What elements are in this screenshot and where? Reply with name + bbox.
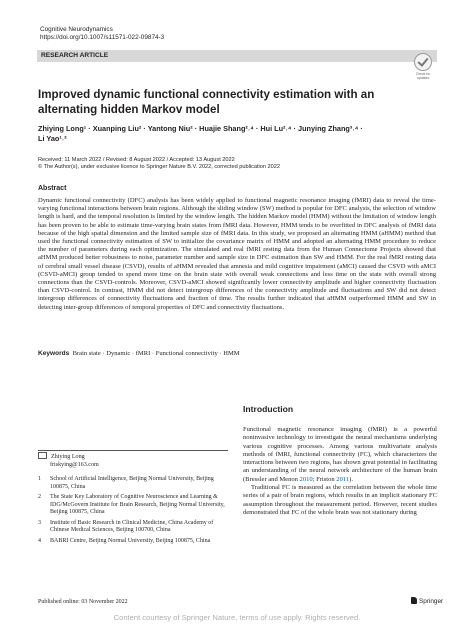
affiliation-number: 2 [38, 494, 41, 500]
article-type-banner [37, 50, 437, 62]
intro-p1-end: ). [349, 475, 353, 483]
keywords-label: Keywords [38, 350, 70, 357]
keywords: Keywords Brain state · Dynamic · fMRI · Functional connectivity · HMM [38, 350, 240, 357]
authors-line-2: Li Yao¹˒² [38, 134, 67, 143]
copyright-line: © The Author(s), under exclusive licence to Springer Nature B.V. 2022, corrected publication 2022 [38, 164, 280, 171]
citation-link[interactable]: 2010 [299, 475, 313, 483]
affiliation-text: Institute of Basic Research in Clinical Medicine, China Academy of Chinese Medical Sciences, Beijing 100700, China [50, 519, 214, 533]
introduction-heading: Introduction [243, 404, 294, 414]
abstract-heading: Abstract [38, 185, 67, 192]
intro-p1-mid: ; Friston [312, 475, 337, 483]
journal-header [40, 26, 164, 42]
journal-name: Cognitive Neurodynamics [40, 26, 113, 33]
introduction-paragraph-1 [243, 426, 437, 484]
introduction-body [243, 426, 437, 517]
affiliation-item [38, 538, 228, 546]
affiliation-number: 3 [38, 519, 41, 526]
citation-link[interactable]: 2011 [336, 475, 350, 483]
affiliation-number: 1 [38, 476, 41, 482]
affiliation-text: The State Key Laboratory of Cognitive Neuroscience and Learning & IDG/McGovern Institute for Brain Research, Beijing Normal University, Beijing 100875, China [50, 494, 225, 515]
check-for-updates-badge[interactable] [411, 53, 435, 80]
correspondence [38, 453, 99, 469]
keyword-item: Brain state [72, 350, 101, 357]
affiliation-item [38, 494, 228, 517]
intro-p1-text: Functional magnetic resonance imaging (fMRI) is a powerful noninvasive technology to investigate the neural mechanisms underlying various cognitive processes. Among various multivariate analysis methods of fMRI, functional connectivity (FC), which characterizes the interactions between two regions, has shown great potential in facilitating an understanding of the neural network architecture of the human brain (Bressler and Menon [243, 426, 437, 483]
keyword-item: Functional connectivity [155, 350, 218, 357]
courtesy-notice: Content courtesy of Springer Nature, terms of use apply. Rights reserved. [113, 613, 361, 622]
published-online-date: Published online: 03 November 2022 [38, 599, 128, 605]
affiliation-text: BABRI Centre, Beijing Normal University, Beijing 100875, China [50, 537, 211, 544]
affiliation-item [38, 476, 228, 491]
publisher-name: Springer [419, 598, 444, 606]
keyword-item: fMRI [135, 350, 151, 357]
dates-line-1: Received: 11 March 2022 / Revised: 8 August 2022 / Accepted: 13 August 2022 [38, 157, 235, 163]
journal-doi[interactable]: https://doi.org/10.1007/s11571-022-09874-3 [40, 34, 165, 41]
authors-line-1: Zhiying Long¹ · Xuanping Liu² · Yantong Niu² · Huajie Shang²˒⁴ · Hui Lu²˒⁴ · Junying Zhang³˒⁴ · [38, 124, 363, 133]
article-title: Improved dynamic functional connectivity estimation with an alternating hidden Markov model [38, 88, 375, 116]
badge-text [411, 72, 435, 80]
abstract-text: Dynamic functional connectivity (DFC) analysis has been widely applied to functional magnetic resonance imaging (fMRI) data to reveal the time-varying functional interactions between brain regions. Although the sliding window (SW) method is popular for DFC analysis, the selection of window length is hard, and the temporal resolution is limited by the window length. The hidden Markov model (HMM) without the limitation of window length has been proven to be able to estimate time-varying brain states from fMRI data. However, HMM tends to be overfitted in DFC analysis of fMRI data because of the high spatial dimension and the limited sample size of fMRI data. In this study, we proposed an alternating HMM (aHMM) method that used the functional connectivity estimation of SW to initialize the covariance matrix of HMM and adopted an alternating HMM procedure to reduce the number of parameters during each optimization. The simulated and real fMRI resting data from the Human Connectome Projects showed that aHMM produced better robustness to noise, parameter number and sample size in DFC estimation than SW and HMM. For the real fMRI resting data of cerebral small vessel disease (CSVD), results of aHMM revealed that amnesia and mild cognitive impairment (aMCI) caused the CSVD with aMCI (CSVD-aMCI) group tended to spend more time on the brain state with overall weak connections and less time on the state with overall strong connections than the CSVD-controls. Moreover, CSVD-aMCI showed significantly lower connectivity amplitude and higher connectivity fluctuation than CSVD-control. In contrast, HMM did not detect intergroup differences of the connectivity amplitude and fluctuations and SW did not detect intergroup differences of connectivity fluctuations and fraction of time. The results further indicated that aHMM outperformed HMM and SW in detecting inter-group differences of temporal properties of DFC and connectivity fluctuations. [38, 197, 436, 311]
affiliation-text: School of Artificial Intelligence, Beijing Normal University, Beijing 100875, China [50, 476, 214, 490]
check-mark-icon [414, 53, 432, 71]
envelope-icon [38, 452, 47, 459]
footnote-divider [38, 450, 228, 451]
publisher-logo [411, 598, 443, 605]
affiliations [38, 476, 228, 548]
affiliation-number: 4 [38, 537, 41, 544]
badge-line-1: Check for [415, 72, 431, 76]
affiliation-item [38, 520, 228, 535]
author-list [38, 124, 438, 144]
springer-horse-icon [411, 597, 417, 604]
keyword-item: Dynamic [106, 350, 131, 357]
article-type-label: RESEARCH ARTICLE [41, 52, 109, 59]
article-dates [38, 157, 280, 172]
corresponding-author: Zhiying Long [51, 453, 85, 460]
introduction-paragraph-2: Traditional FC is measured as the correlation between the whole time series of a pair of brain regions, which results in an implicit stationary FC assumption throughout the measurement period. However, recent studies demonstrated that FC of the whole brain was not stationary during [243, 484, 437, 516]
badge-line-2: updates [416, 76, 430, 80]
keyword-item: HMM [223, 350, 240, 357]
corresponding-email[interactable]: friskying@163.com [50, 461, 99, 468]
